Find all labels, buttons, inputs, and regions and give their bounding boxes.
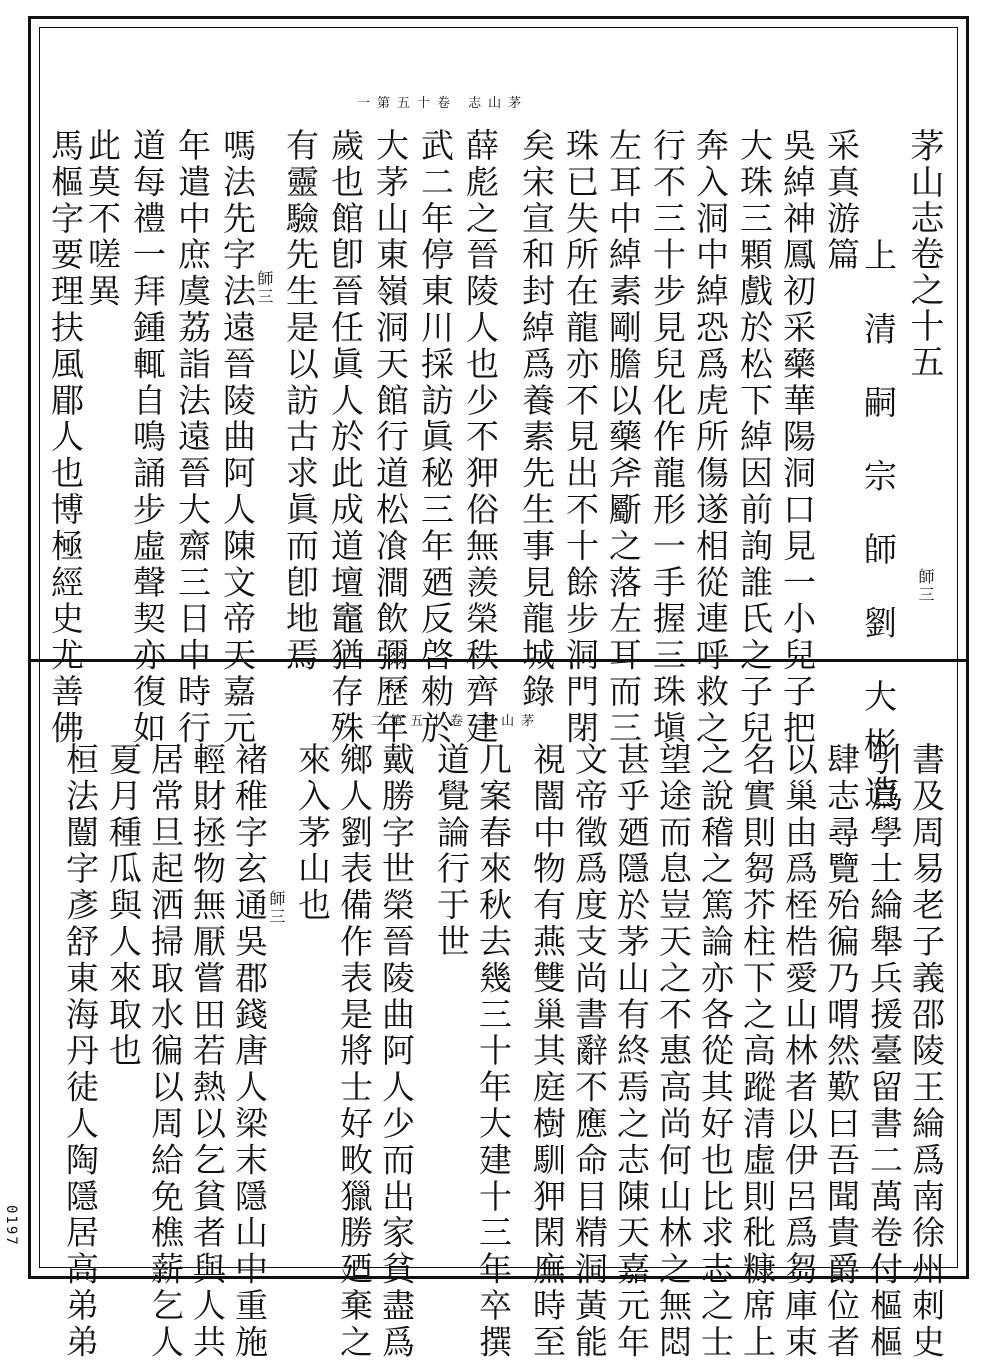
text-column: 薛彪之晉陵人也少不狎俗無羨榮秩齊建	[461, 128, 500, 747]
text-column: 輕財拯物無厭嘗田若熱以乞貧者與人共	[188, 742, 227, 1361]
text-column: 書及周易老子義邵陵王綸爲南徐州刺史	[907, 742, 946, 1361]
margin-note: 師三	[255, 270, 274, 306]
text-column: 望途而息豈天之不惠高尚何山林之無悶	[654, 742, 693, 1361]
text-column: 此莫不嗟異	[83, 128, 122, 310]
text-column: 居常旦起洒掃取水徧以周給免樵薪乞人	[146, 742, 185, 1361]
lower-running-header: 二第五十卷 志山茅	[370, 714, 542, 729]
text-column: 道每禮一拜鍾輒自鳴誦步虛聲契亦復如	[128, 128, 167, 747]
text-column: 大茅山東嶺洞天館行道松飡澗飲彌歷年	[371, 128, 410, 747]
text-column: 以巢由爲桎梏愛山林者以伊呂爲芻庫束	[780, 742, 819, 1361]
section-label: 采真游篇	[822, 128, 861, 274]
text-column: 馬樞字要理扶風郿人也博極經史尤善佛	[46, 128, 85, 747]
text-column: 名實則芻芥柱下之高蹤清虛則秕糠席上	[738, 742, 777, 1361]
text-column: 武二年停東川採訪眞秘三年廼反啓勑於	[416, 128, 455, 747]
text-column: 奔入洞中綽恐爲虎所傷遂相從連呼救之	[691, 128, 730, 747]
text-column: 珠已失所在龍亦不見出不十餘步洞門閉	[561, 128, 600, 747]
volume-title: 茅山志卷之十五	[904, 128, 944, 380]
text-column: 肆志尋覽殆徧乃喟然歎曰吾聞貴爵位者	[822, 742, 861, 1361]
text-column: 左耳中綽素剛膽以藥斧斸之落左耳而三	[604, 128, 643, 747]
text-column: 有靈驗先生是以訪古求眞而卽地焉	[281, 128, 320, 674]
page-id: 0197	[3, 1205, 19, 1247]
margin-note: 師三	[267, 890, 286, 926]
text-column: 吳綽神鳳初采藥華陽洞口見一小兒子把	[778, 128, 817, 747]
text-column: 視闇中物有燕雙巢其庭樹馴狎閑廡時至	[528, 742, 567, 1361]
author-line: 上 清 嗣 宗 師 劉 大彬造	[859, 238, 898, 823]
text-column: 桓法闓字彥舒東海丹徒人陶隱居高弟弟	[61, 742, 100, 1361]
text-column: 几案春來秋去幾三十年大建十三年卒撰	[474, 742, 513, 1361]
text-column: 道覺論行于世	[432, 742, 471, 961]
text-column: 引爲學士綸舉兵援臺留書二萬卷付樞樞	[865, 742, 904, 1361]
upper-running-header: 一第五十卷 志山茅	[357, 96, 529, 111]
text-column: 戴勝字世榮晉陵曲阿人少而出家貧盡爲	[377, 742, 416, 1361]
text-column: 嗎法先字法遠晉陵曲阿人陳文帝天嘉元	[218, 128, 257, 747]
text-column: 矣宋宣和封綽爲養素先生事見龍城錄	[517, 128, 556, 711]
text-column: 行不三十步見兒化作龍形一手握三珠塡	[648, 128, 687, 747]
text-column: 褚稚字玄通吳郡錢唐人梁末隱山中重施	[230, 742, 269, 1361]
text-column: 甚乎廼隱於茅山有終焉之志陳天嘉元年	[612, 742, 651, 1361]
text-column: 來入茅山也	[293, 742, 332, 924]
text-column: 文帝徵爲度支尚書辭不應命目精洞黃能	[570, 742, 609, 1361]
text-column: 年遣中庶虞荔詣法遠晉大齋三日中時行	[173, 128, 212, 747]
text-column: 鄉人劉表備作表是將士好畋獵勝廼棄之	[335, 742, 374, 1361]
text-column: 大珠三顆戲於松下綽因前詢誰氏之子兒	[735, 128, 774, 747]
corner-mark: 師三	[916, 568, 935, 604]
text-column: 歲也館卽晉任眞人於此成道壇竈猶存殊	[326, 128, 365, 747]
text-column: 之說稽之篤論亦各從其好也比求志之士	[696, 742, 735, 1361]
text-column: 夏月種瓜與人來取也	[104, 742, 143, 1070]
